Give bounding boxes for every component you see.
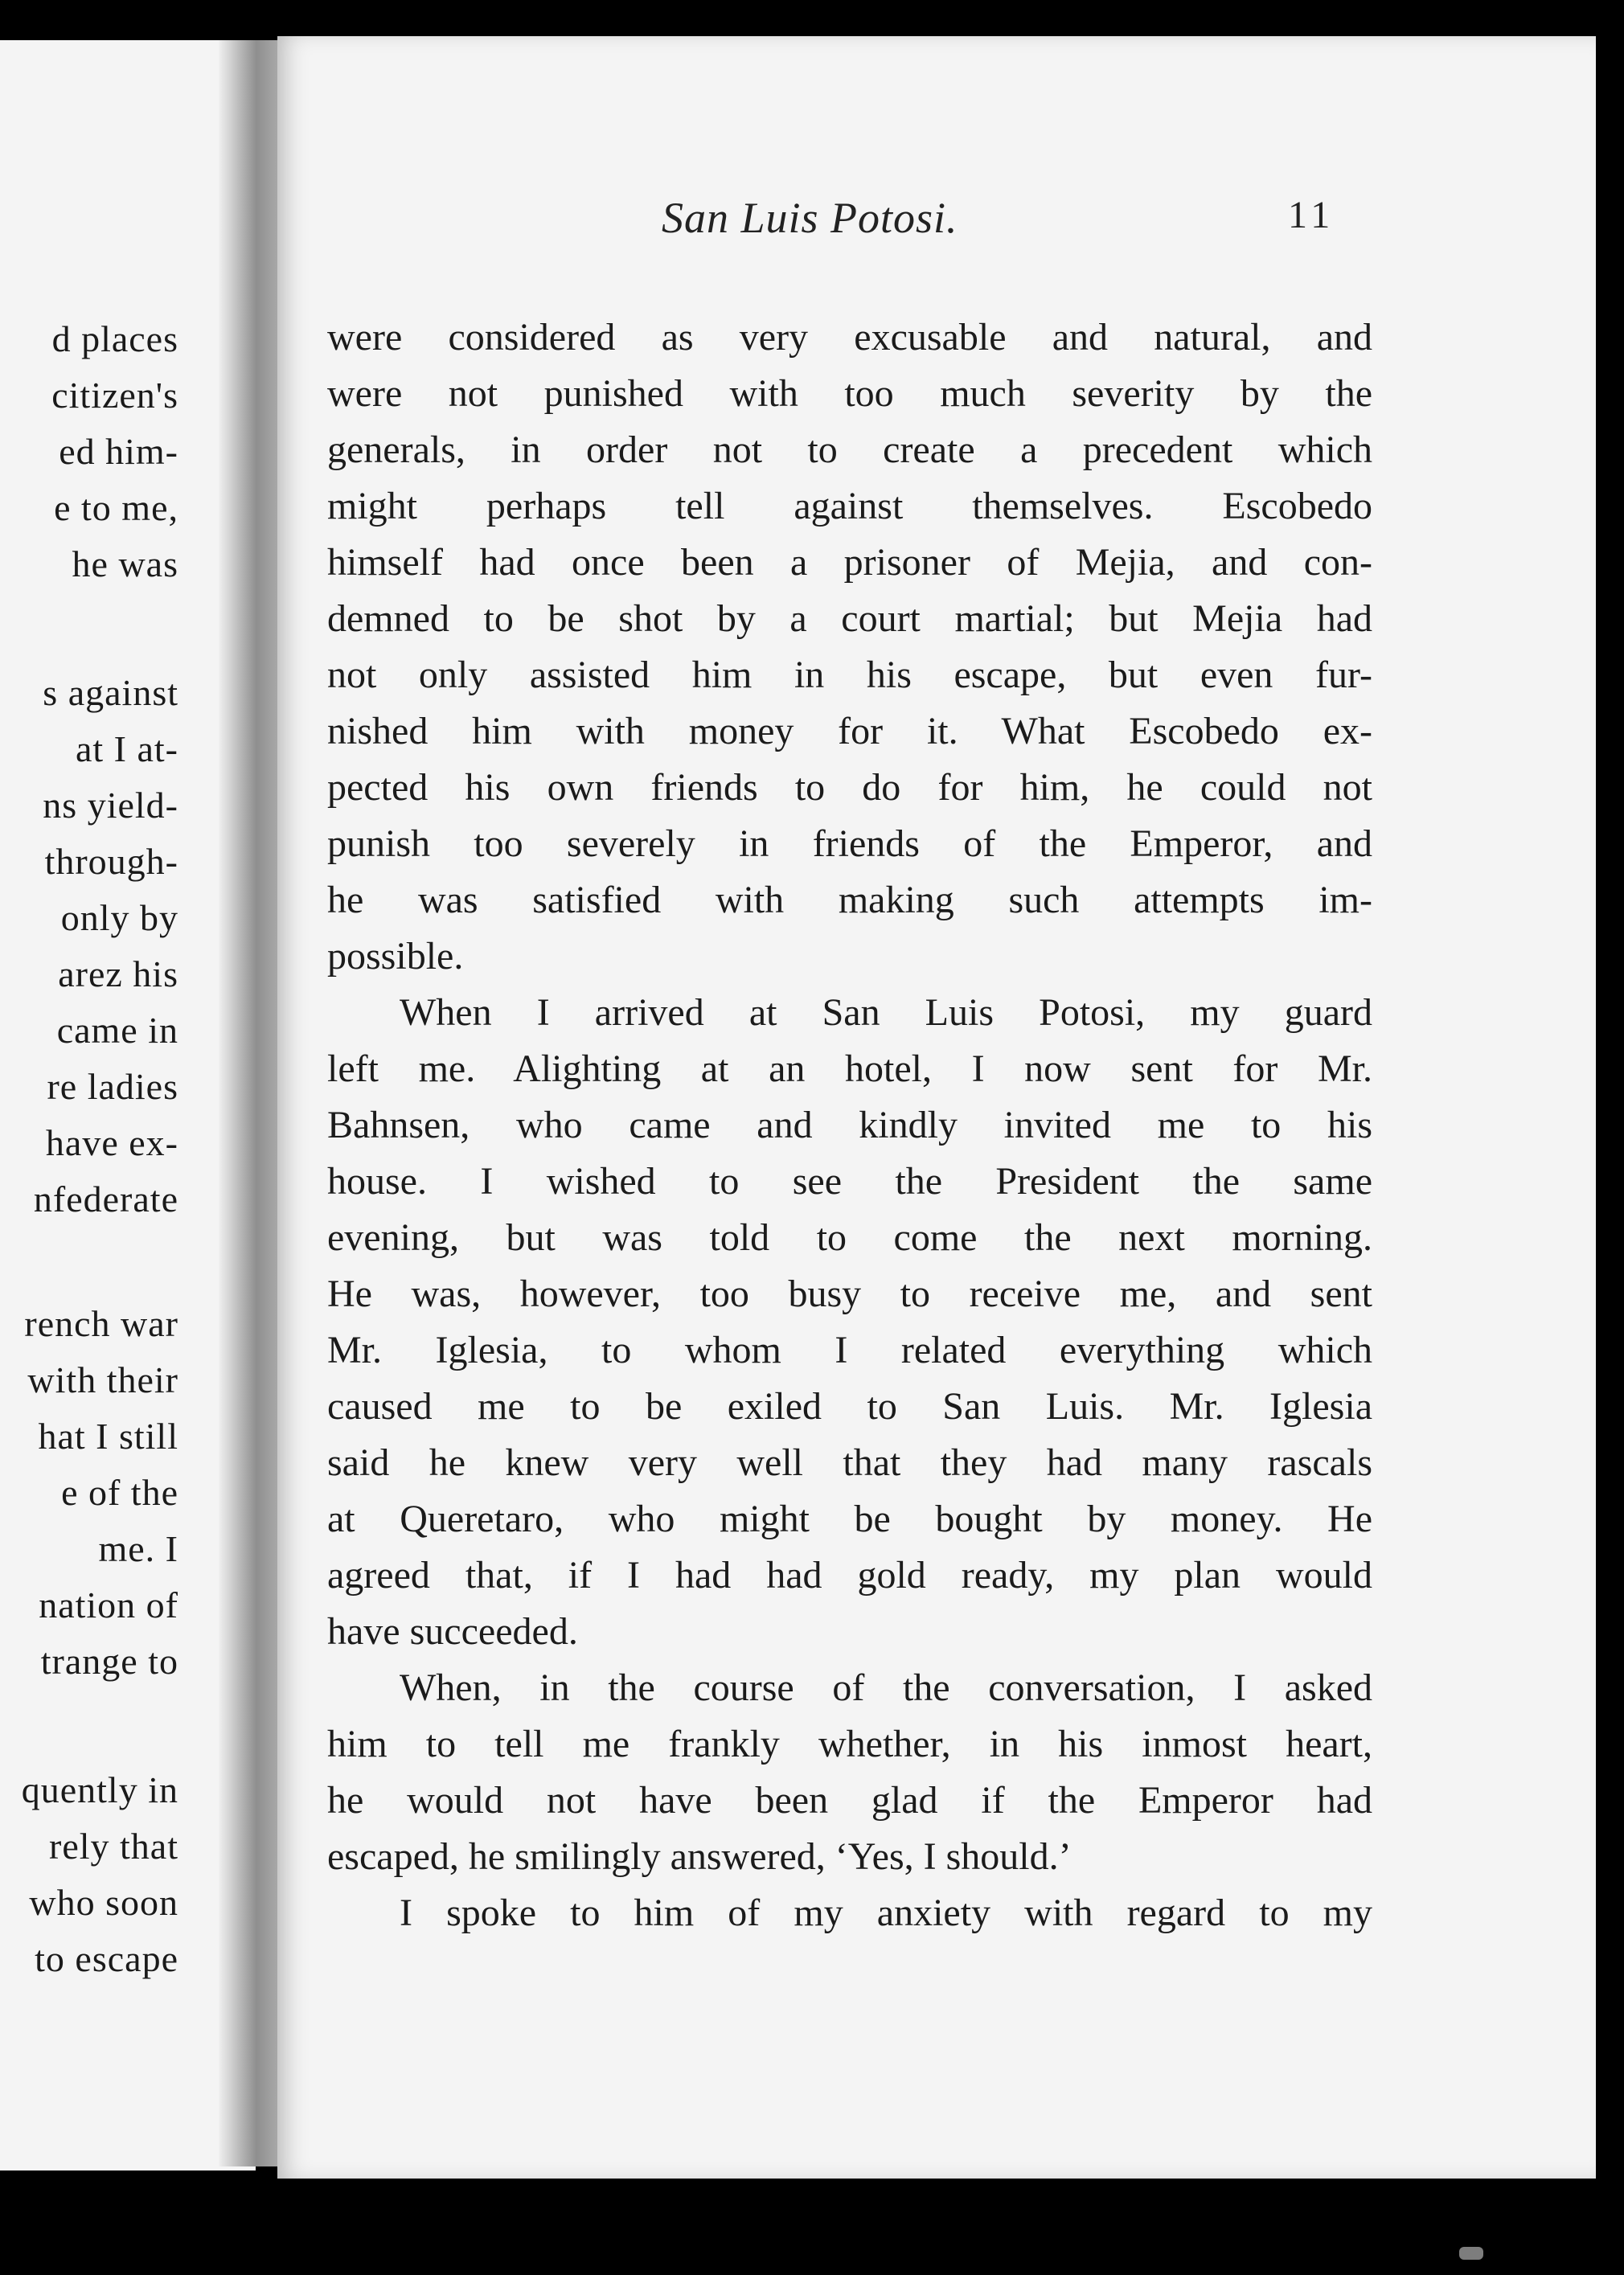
text-line: escaped, he smilingly answered, ‘Yes, I should.’ [327, 1835, 1072, 1878]
text-line: I spoke to him of my anxiety with regard to my [400, 1892, 1372, 1934]
text-line: him to tell me frankly whether, in his inmost heart, [327, 1723, 1372, 1765]
left-line: through- [44, 841, 178, 882]
text-line: at Queretaro, who might be bought by money. He [327, 1498, 1372, 1540]
text-line: possible. [327, 935, 464, 978]
left-line: arez his [58, 953, 178, 994]
text-line: When, in the course of the conversation, I asked [400, 1666, 1372, 1709]
left-line: d places [51, 318, 178, 359]
text-line: might perhaps tell against themselves. Escobedo [327, 485, 1372, 527]
left-line: citizen's [51, 375, 178, 416]
text-line: nished him with money for it. What Escobedo ex- [327, 710, 1372, 752]
left-line: came in [56, 1010, 178, 1051]
left-line: me. I [98, 1528, 178, 1569]
left-line: trange to [40, 1641, 178, 1682]
page-number: 11 [1288, 194, 1335, 236]
left-line: e of the [61, 1472, 178, 1513]
left-line: nfederate [33, 1178, 178, 1219]
left-line: e to me, [54, 487, 178, 528]
text-line: pected his own friends to do for him, he could not [327, 766, 1372, 809]
left-line: hat I still [38, 1416, 178, 1457]
left-line: who soon [29, 1882, 178, 1923]
text-line: said he knew very well that they had many rascals [327, 1441, 1372, 1484]
left-line: re ladies [47, 1066, 178, 1107]
text-line: generals, in order not to create a precedent which [327, 428, 1372, 471]
left-line: with their [27, 1359, 178, 1400]
text-line: When I arrived at San Luis Potosi, my guard [400, 991, 1372, 1034]
text-line: He was, however, too busy to receive me, and sent [327, 1273, 1372, 1315]
running-title: San Luis Potosi. [662, 194, 958, 242]
text-line: himself had once been a prisoner of Mejia, and con- [327, 541, 1372, 584]
left-page [0, 40, 256, 2170]
left-line: ns yield- [43, 785, 178, 826]
text-line: caused me to be exiled to San Luis. Mr. Iglesia [327, 1385, 1372, 1428]
left-line: have ex- [45, 1122, 178, 1163]
text-line: Mr. Iglesia, to whom I related everything which [327, 1329, 1372, 1371]
left-line: ed him- [59, 431, 178, 472]
left-line: rely that [49, 1826, 178, 1867]
text-line: not only assisted him in his escape, but even fur- [327, 654, 1372, 696]
text-line: have succeeded. [327, 1610, 578, 1653]
left-line: he was [72, 543, 178, 584]
text-line: evening, but was told to come the next morning. [327, 1216, 1372, 1259]
text-line: were not punished with too much severity by the [327, 372, 1372, 415]
left-line: quently in [21, 1769, 178, 1810]
left-line: to escape [35, 1938, 178, 1979]
text-line: demned to be shot by a court martial; but Mejia had [327, 597, 1372, 640]
text-line: punish too severely in friends of the Emperor, and [327, 822, 1372, 865]
text-line: left me. Alighting at an hotel, I now sent for Mr. [327, 1047, 1372, 1090]
left-line: rench war [24, 1303, 178, 1344]
left-line: only by [60, 897, 178, 938]
left-line: s against [43, 672, 178, 713]
text-line: Bahnsen, who came and kindly invited me to his [327, 1104, 1372, 1146]
running-head [277, 193, 1596, 257]
right-page [277, 36, 1596, 2179]
text-line: house. I wished to see the President the same [327, 1160, 1372, 1203]
scan-artifact [1459, 2247, 1483, 2260]
text-line: he was satisfied with making such attempts im- [327, 879, 1372, 921]
text-line: he would not have been glad if the Emperor had [327, 1779, 1372, 1822]
text-line: agreed that, if I had had gold ready, my plan would [327, 1554, 1372, 1597]
left-line: at I at- [75, 728, 178, 769]
text-line: were considered as very excusable and natural, and [327, 316, 1372, 359]
left-line: nation of [39, 1584, 178, 1625]
